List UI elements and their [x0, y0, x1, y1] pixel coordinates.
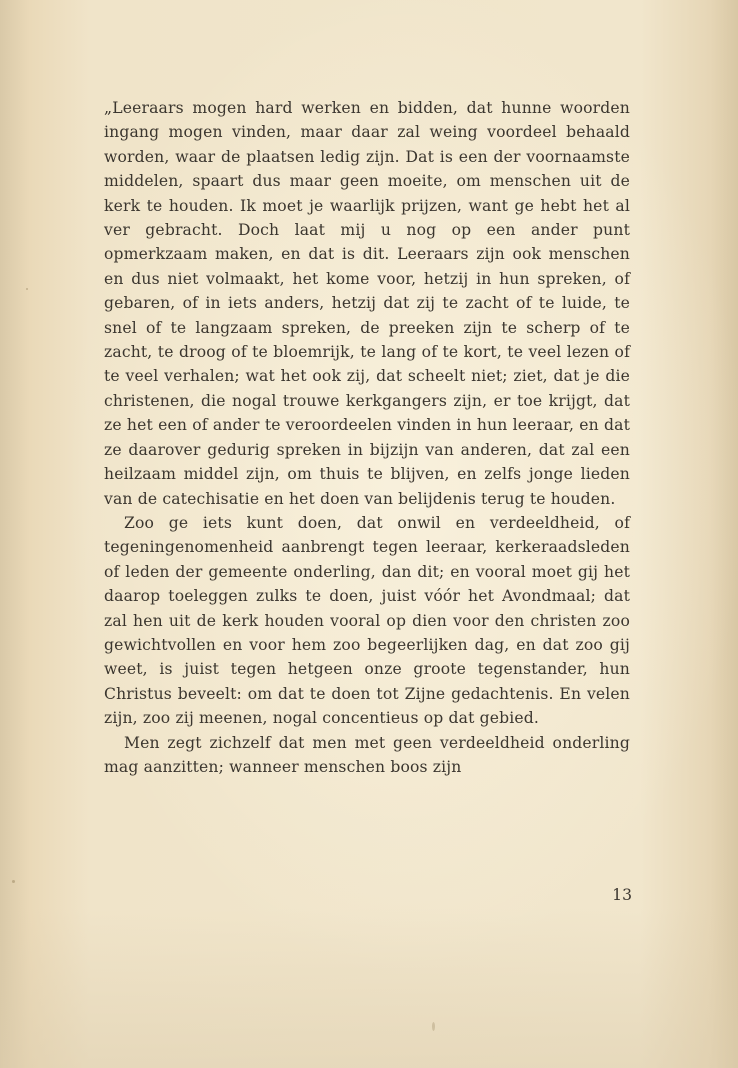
paragraph-3: Men zegt zichzelf dat men met geen verdeeldheid onderling mag aanzitten; wanneer menschen boos zijn	[104, 733, 630, 776]
paper-speck	[12, 880, 15, 883]
paper-speck	[26, 288, 28, 290]
page-number: 13	[612, 886, 632, 904]
paper-speck	[432, 1022, 435, 1031]
body-text	[104, 96, 630, 779]
paragraph-1: „Leeraars mogen hard werken en bidden, dat hunne woorden ingang mogen vinden, maar daar zal weing voordeel behaald worden, waar de plaatsen ledig zijn. Dat is een der voornaamste middelen, spaart dus maar geen moeite, om menschen uit de kerk te houden. Ik moet je waarlijk prijzen, want ge hebt het al ver gebracht. Doch laat mij u nog op een ander punt opmerkzaam maken, en dat is dit. Leeraars zijn ook menschen en dus niet volmaakt, het kome voor, hetzij in hun spreken, of gebaren, of in iets anders, hetzij dat zij te zacht of te luide, te snel of te langzaam spreken, de preeken zijn te scherp of te zacht, te droog of te bloemrijk, te lang of te kort, te veel lezen of te veel verhalen; wat het ook zij, dat scheelt niet; ziet, dat je die christenen, die nogal trouwe kerkgangers zijn, er toe krijgt, dat ze het een of ander te veroordeelen vinden in hun leeraar, en dat ze daarover gedurig spreken in bijzijn van anderen, dat zal een heilzaam middel zijn, om thuis te blijven, en zelfs jonge lieden van de catechisatie en het doen van belijdenis terug te houden.	[104, 99, 630, 508]
paragraph-2: Zoo ge iets kunt doen, dat onwil en verdeeldheid, of tegeningenomenheid aanbrengt tegen leeraar, kerkeraadsleden of leden der gemeente onderling, dan dit; en vooral moet gij het daarop toeleggen zulks te doen, juist vóór het Avondmaal; dat zal hen uit de kerk houden vooral op dien voor den christen zoo gewichtvollen en voor hem zoo begeerlijken dag, en dat zoo gij weet, is juist tegen hetgeen onze groote tegenstander, hun Christus beveelt: om dat te doen tot Zijne gedachtenis. En velen zijn, zoo zij meenen, nogal concentieus op dat gebied.	[104, 513, 630, 728]
